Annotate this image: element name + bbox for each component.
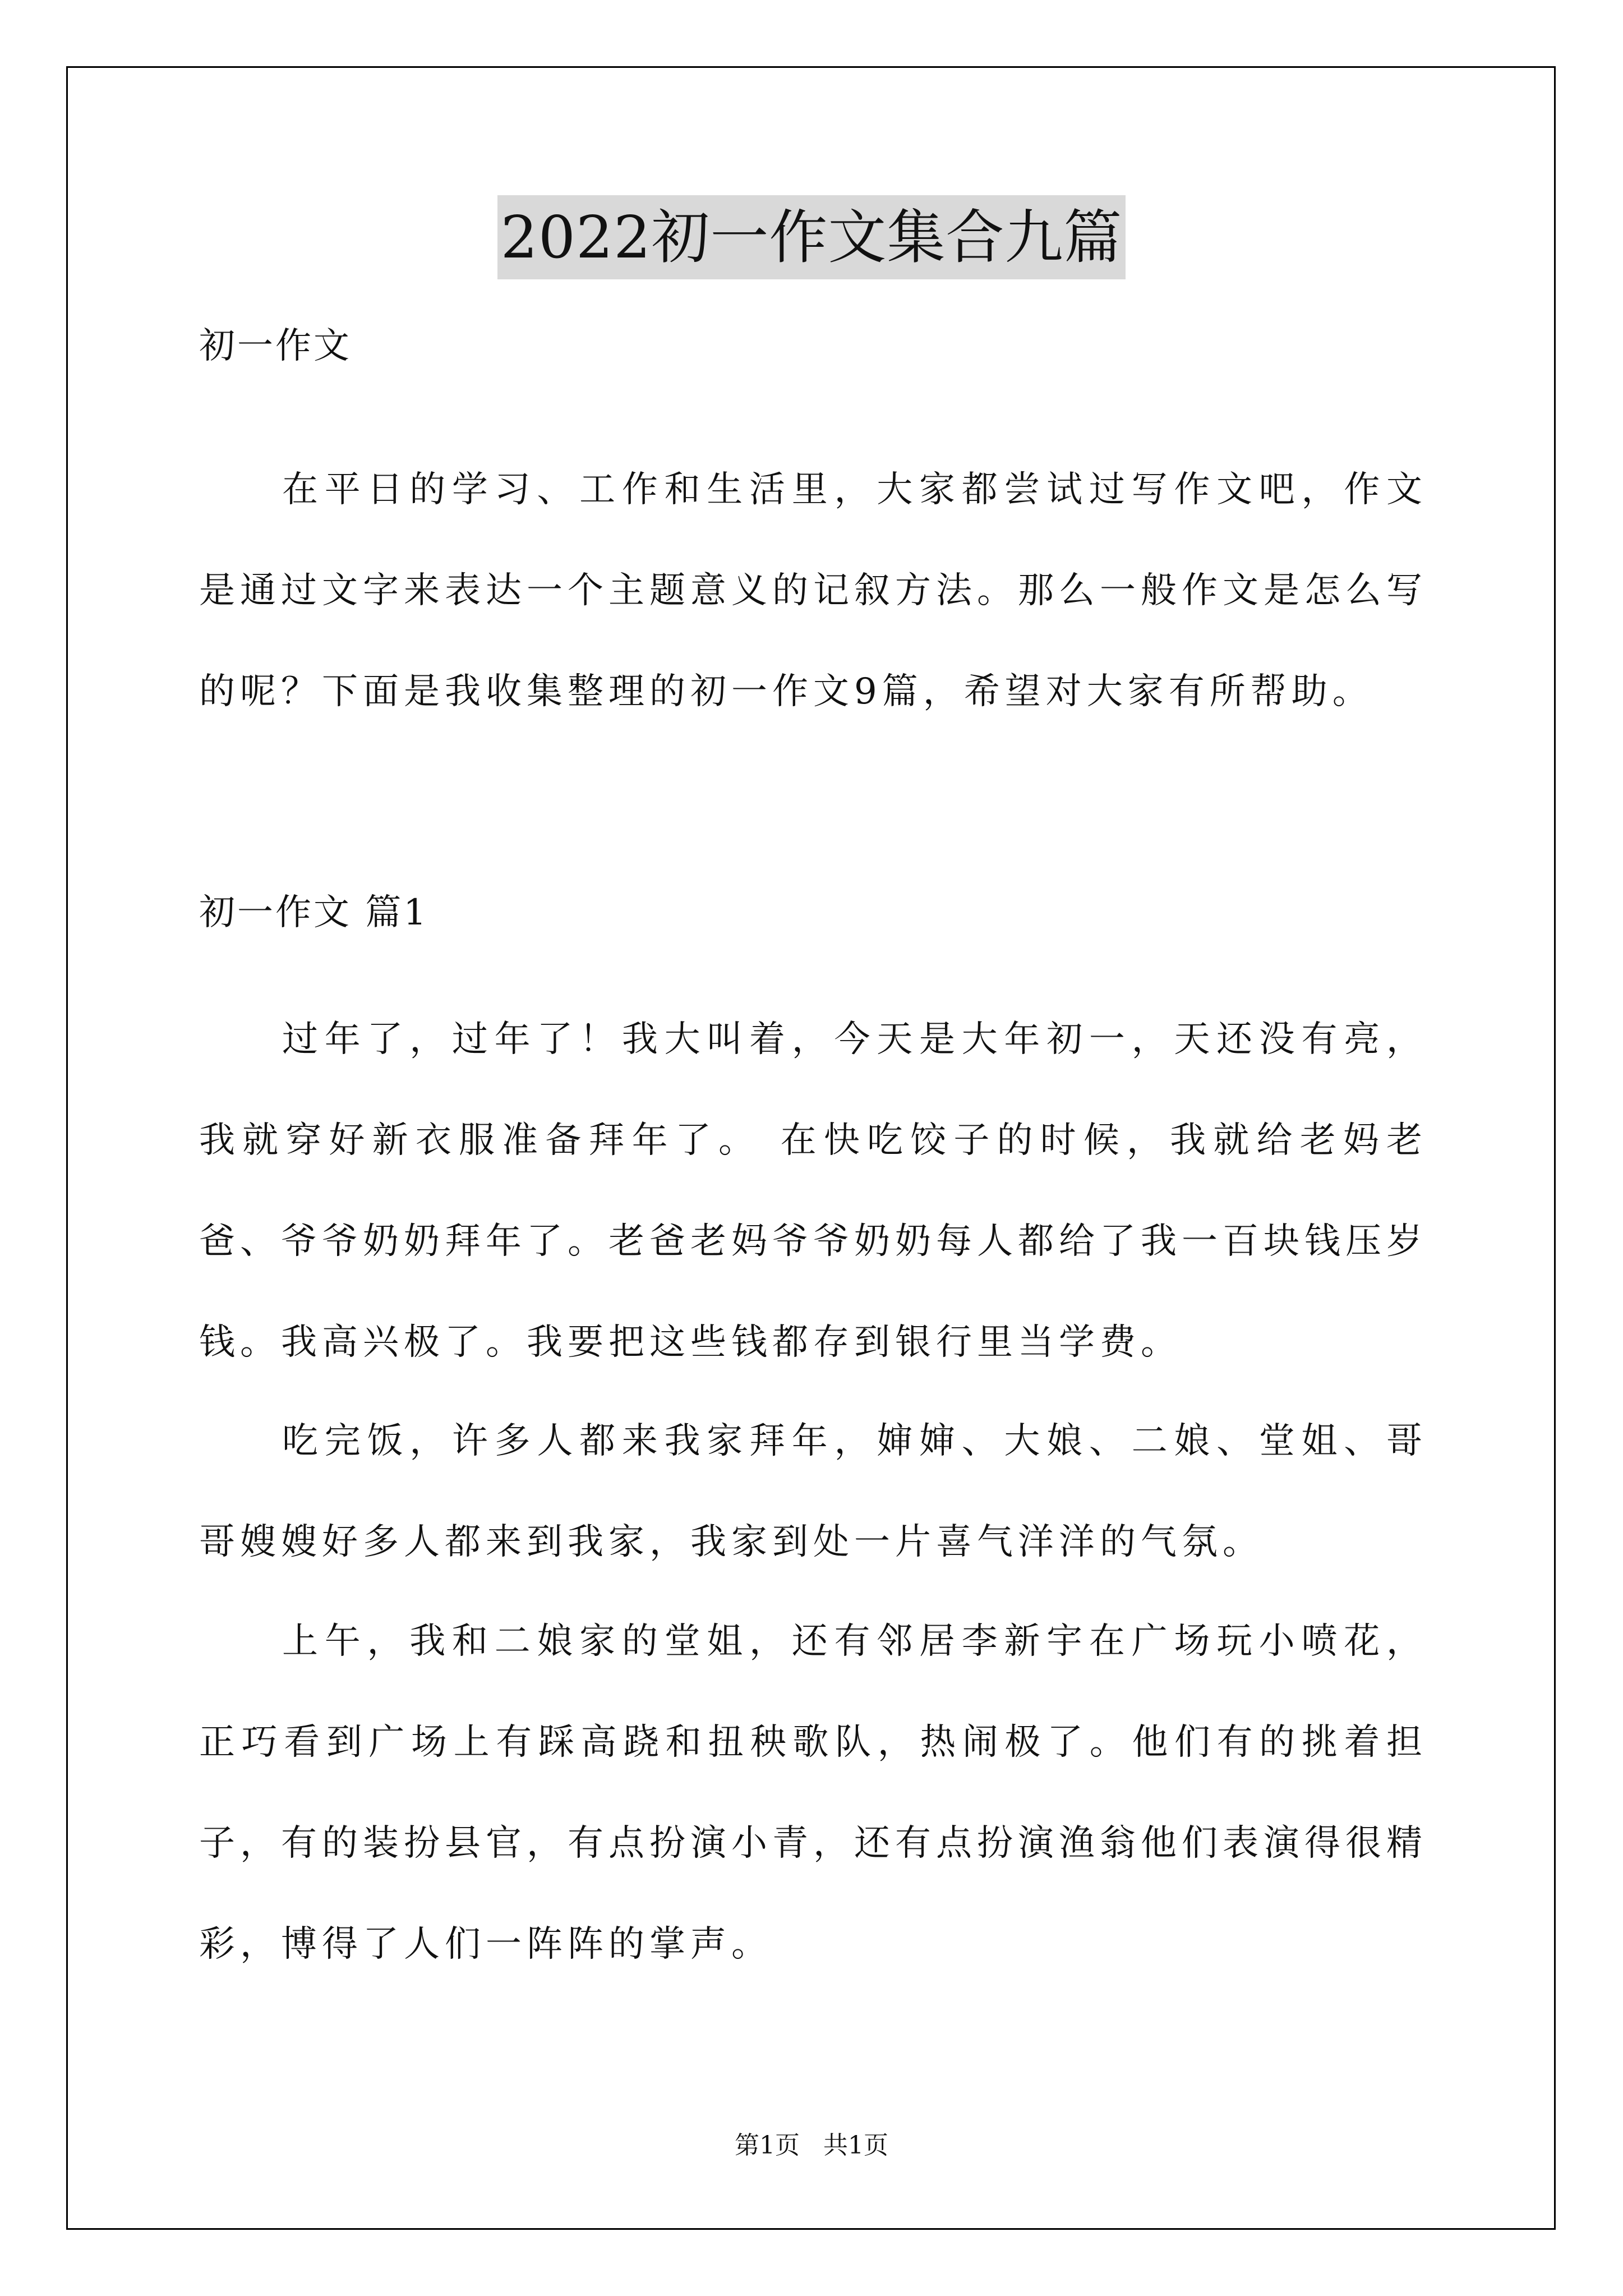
- page-number-current: 第1页: [735, 2131, 800, 2160]
- essay-paragraph-1: 过年了，过年了！我大叫着，今天是大年初一，天还没有亮，我就穿好新衣服准备拜年了。 在快吃饺子的时候，我就给老妈老爸、爷爷奶奶拜年了。老爸老妈爷爷奶奶每人都给了我一百块钱压岁钱。我高兴极了。我要把这些钱都存到银行里当学费。: [199, 1019, 1427, 1363]
- essay-heading: 初一作文 篇1: [199, 892, 429, 933]
- essay-paragraph-3: 上午，我和二娘家的堂姐，还有邻居李新宇在广场玩小喷花，正巧看到广场上有踩高跷和扭秧歌队，热闹极了。他们有的挑着担子，有的装扮县官，有点扮演小青，还有点扮演渔翁他们表演得很精彩，博得了人们一阵阵的掌声。: [199, 1621, 1427, 1965]
- page-number-total: 共1页: [823, 2131, 888, 2160]
- document-title: 2022初一作文集合九篇: [497, 195, 1126, 279]
- title-container: [0, 195, 1623, 279]
- intro-paragraph: 在平日的学习、工作和生活里，大家都尝试过写作文吧，作文是通过文字来表达一个主题意义的记叙方法。那么一般作文是怎么写的呢？下面是我收集整理的初一作文9篇，希望对大家有所帮助。: [199, 469, 1427, 712]
- essay-paragraph-2: 吃完饭，许多人都来我家拜年，婶婶、大娘、二娘、堂姐、哥哥嫂嫂好多人都来到我家，我家到处一片喜气洋洋的气氛。: [199, 1420, 1427, 1563]
- section-heading: 初一作文: [199, 325, 352, 367]
- page-footer: [0, 2129, 1623, 2162]
